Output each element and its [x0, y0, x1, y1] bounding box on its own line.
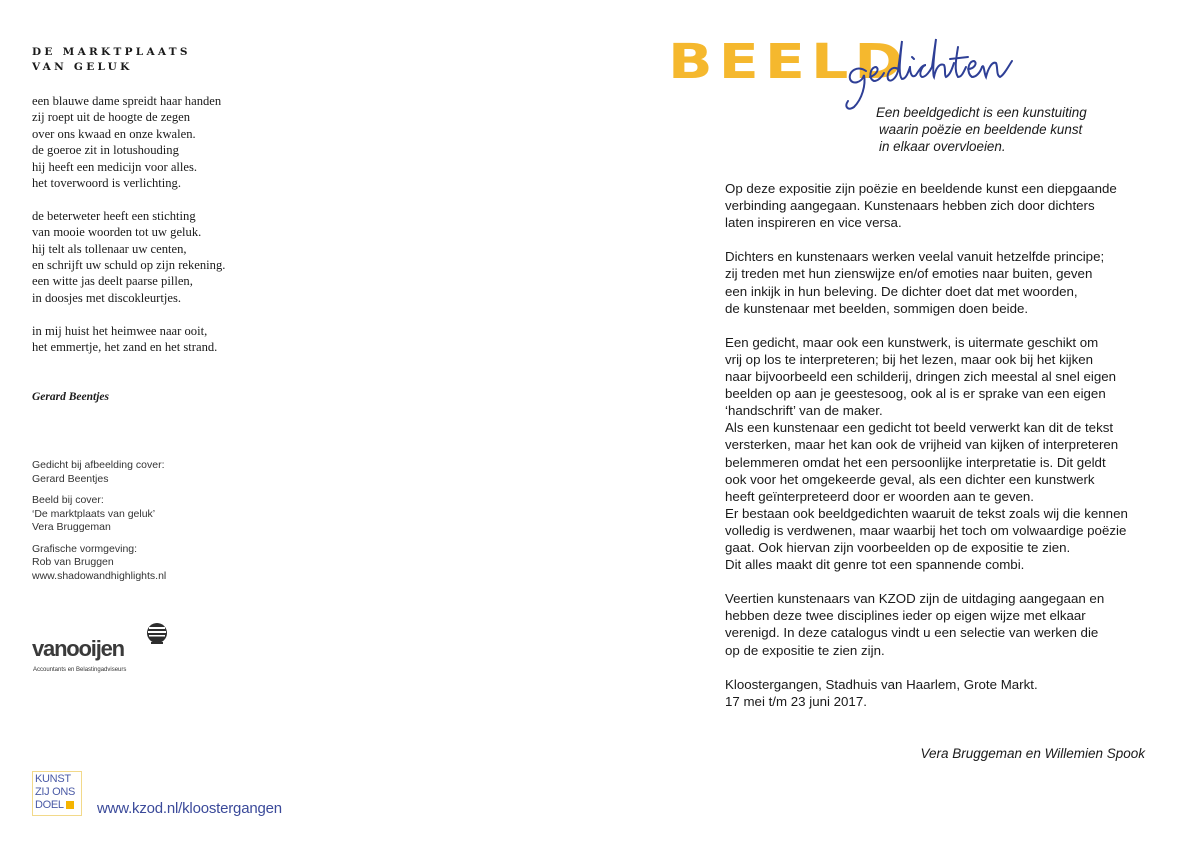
poem-line: hij telt als tollenaar uw centen,: [32, 241, 187, 256]
poem-line: over ons kwaad en onze kwalen.: [32, 126, 196, 141]
poem-line: een blauwe dame spreidt haar handen: [32, 94, 222, 108]
poem-line: in doosjes met discokleurtjes.: [32, 290, 182, 305]
poem-line: zij roept uit de hoogte de zegen: [32, 110, 191, 125]
poem-line: de goeroe zit in lotushouding: [32, 143, 179, 158]
poem-line: in mij huist het heimwee naar ooit,: [32, 323, 208, 338]
text-line: een inkijk in hun beleving. De dichter doet dat met woorden,: [725, 283, 1078, 299]
kzod-logo-line: DOEL: [35, 799, 64, 811]
poem-line: en schrijft uw schuld op zijn rekening.: [32, 258, 226, 273]
logo-word-beeld: BEELD: [668, 34, 910, 90]
text-line: gaat. Ook hiervan zijn voorbeelden op de expositie te zien.: [725, 539, 1071, 555]
poem-line: de beterweter heeft een stichting: [32, 208, 196, 223]
text-line: beelden op aan je geestesoog, ook al is er sprake van een eigen: [725, 386, 1106, 402]
kzod-logo: [32, 771, 82, 816]
logo-script-gedichten: [836, 35, 1026, 115]
tagline-line: in elkaar overvloeien.: [879, 139, 1006, 154]
poem-line: een witte jas deelt paarse pillen,: [32, 274, 193, 289]
poem-title: [32, 45, 191, 75]
poem-body: [32, 93, 225, 372]
credit-block-design: [32, 543, 166, 584]
paragraph-location-dates: [725, 676, 1155, 710]
text-line: ‘handschrift’ van de maker.: [725, 403, 883, 419]
credits: [32, 459, 166, 591]
text-line: vrij op los te interpreteren; bij het lezen, maar ook bij het kijken: [725, 351, 1094, 367]
signature: Vera Bruggeman en Willemien Spook: [920, 746, 1145, 761]
tagline: [876, 104, 1087, 155]
text-line: op de expositie te zien zijn.: [725, 642, 885, 658]
text-line: verbinding aangegaan. Kunstenaars hebben zich door dichters: [725, 198, 1095, 214]
credit-label: Grafische vormgeving:: [32, 542, 138, 555]
paragraph-principle: [725, 248, 1155, 316]
paragraph-intro: [725, 180, 1155, 231]
credit-block-cover-image: [32, 494, 166, 535]
poem-line: het toverwoord is verlichting.: [32, 176, 181, 191]
dates-line: 17 mei t/m 23 juni 2017.: [725, 693, 867, 709]
credit-value: Rob van Bruggen: [32, 556, 114, 568]
credit-label: Beeld bij cover:: [32, 494, 104, 506]
text-line: versterken, maar het kan ook de vrijheid van kijken of interpreteren: [725, 437, 1119, 453]
article-body: [725, 180, 1155, 710]
kzod-logo-line: ZIJ ONS: [35, 786, 76, 798]
poem-author: Gerard Beentjes: [32, 391, 109, 403]
credit-block-cover-poem: [32, 459, 166, 486]
website-link[interactable]: www.kzod.nl/kloostergangen: [97, 800, 282, 817]
text-line: zij treden met hun zienswijze en/of emoties naar buiten, geven: [725, 266, 1093, 282]
tagline-line: waarin poëzie en beeldende kunst: [879, 122, 1083, 137]
text-line: volledig is verdwenen, maar waarbij het toch om volwaardige poëzie: [725, 522, 1127, 538]
text-line: belemmeren omdat het een persoonlijke interpretatie is. Dit geldt: [725, 454, 1106, 470]
poem-title-line: VAN GELUK: [32, 61, 133, 73]
credit-link[interactable]: www.shadowandhighlights.nl: [32, 569, 167, 582]
text-line: hebben deze twee disciplines ieder op eigen wijze met elkaar: [725, 608, 1086, 624]
text-line: Een gedicht, maar ook een kunstwerk, is uitermate geschikt om: [725, 334, 1099, 350]
poem-line: hij heeft een medicijn voor alles.: [32, 159, 198, 174]
poem-stanza: [32, 208, 225, 306]
poem-stanza: [32, 93, 225, 191]
text-line: laten inspireren en vice versa.: [725, 215, 902, 231]
text-line: naar bijvoorbeeld een schilderij, dringen zich meestal al snel eigen: [725, 369, 1117, 385]
credit-value: Gerard Beentjes: [32, 472, 109, 485]
location-line: Kloostergangen, Stadhuis van Haarlem, Grote Markt.: [725, 676, 1038, 692]
poem-stanza: [32, 323, 225, 356]
sponsor-name: vanooijen: [32, 636, 124, 661]
text-line: heeft geïnterpreteerd door er woorden aan te geven.: [725, 488, 1034, 504]
text-line: Veertien kunstenaars van KZOD zijn de uitdaging aangegaan en: [725, 591, 1105, 607]
sponsor-logo: [32, 622, 182, 682]
text-line: Er bestaan ook beeldgedichten waaruit de tekst zoals wij die kennen: [725, 505, 1128, 521]
text-line: Als een kunstenaar een gedicht tot beeld verwerkt kan dit de tekst: [725, 420, 1114, 436]
poem-line: het emmertje, het zand en het strand.: [32, 340, 218, 355]
text-line: de kunstenaar met beelden, sommigen doen beide.: [725, 300, 1029, 316]
text-line: Dit alles maakt dit genre tot een spannende combi.: [725, 557, 1025, 573]
poem-line: van mooie woorden tot uw geluk.: [32, 225, 202, 240]
credit-value: ‘De marktplaats van geluk’: [32, 507, 156, 520]
right-page: [597, 0, 1194, 842]
square-icon: [66, 801, 74, 809]
poem-title-line: DE MARKTPLAATS: [32, 46, 191, 58]
text-line: Op deze expositie zijn poëzie en beeldende kunst een diepgaande: [725, 181, 1117, 196]
paragraph-kzod: [725, 590, 1155, 658]
tagline-line: Een beeldgedicht is een kunstuiting: [876, 105, 1087, 120]
sponsor-tagline: Accountants en Belastingadviseurs: [33, 667, 127, 673]
credit-value: Vera Bruggeman: [32, 521, 111, 533]
text-line: ook voor het omgekeerde geval, als een dichter een kunstwerk: [725, 471, 1095, 487]
kzod-logo-line: KUNST: [35, 773, 71, 785]
text-line: Dichters en kunstenaars werken veelal vanuit hetzelfde principe;: [725, 249, 1105, 265]
shield-emblem-icon: [145, 622, 169, 646]
text-line: verenigd. In deze catalogus vindt u een selectie van werken die: [725, 625, 1099, 641]
paragraph-interpretation: [725, 334, 1155, 573]
kzod-logo-line-last: [35, 799, 79, 812]
credit-label: Gedicht bij afbeelding cover:: [32, 459, 165, 471]
